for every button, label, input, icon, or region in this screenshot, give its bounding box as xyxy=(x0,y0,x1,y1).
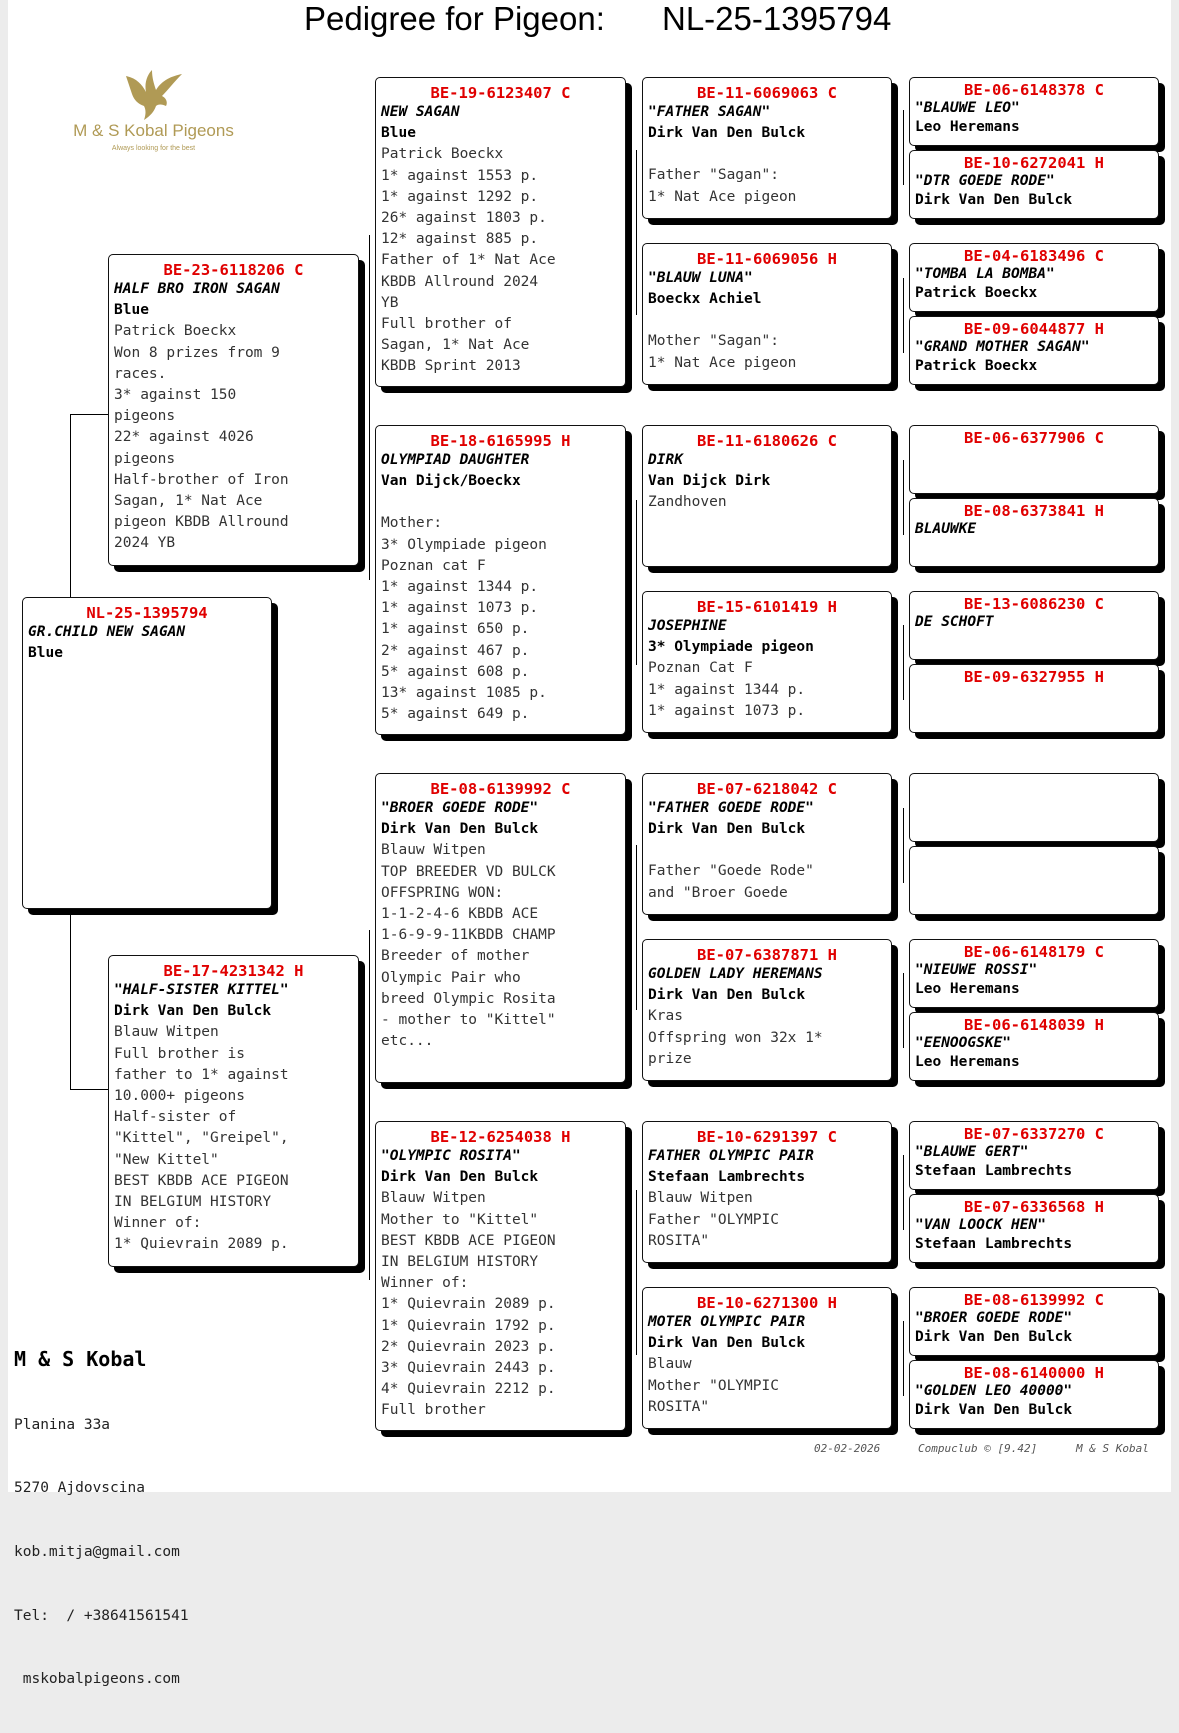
note-line: Father "Sagan": xyxy=(648,167,779,184)
note-line: 2* against 467 p. xyxy=(381,642,530,659)
connector-gp-bottom xyxy=(369,930,370,1280)
website-link[interactable]: mskobalpigeons.com xyxy=(14,1671,180,1688)
logo-name: M & S Kobal Pigeons xyxy=(73,121,234,140)
ring-number: BE-04-6183496 C xyxy=(964,247,1104,265)
ring-number: BE-06-6148179 C xyxy=(964,943,1104,961)
note-line: 12* against 885 p. xyxy=(381,231,539,248)
note-line: 10.000+ pigeons xyxy=(114,1088,245,1105)
pigeon-owner: Leo Heremans xyxy=(915,981,1020,997)
note-line: 1* against 1073 p. xyxy=(648,702,806,719)
g4-card-9[interactable] xyxy=(909,773,1159,842)
note-line: Kras xyxy=(648,1008,683,1025)
pigeon-owner: Dirk Van Den Bulck xyxy=(648,821,806,838)
note-line: Blauw Witpen xyxy=(648,1190,753,1207)
note-line: "Kittel", "Greipel", xyxy=(114,1130,289,1147)
note-line: 1* against 1344 p. xyxy=(648,681,806,698)
note-line: Half-brother of Iron xyxy=(114,471,289,488)
g4-card-2[interactable] xyxy=(909,150,1159,219)
note-line: Mother: xyxy=(381,515,443,532)
footer-software: Compuclub © [9.42] xyxy=(918,1442,1038,1455)
note-line: 2024 YB xyxy=(114,535,176,552)
pigeon-color: Blue xyxy=(28,645,63,662)
note-line: OFFSPRING WON: xyxy=(381,884,504,901)
ring-number: NL-25-1395794 xyxy=(86,604,208,622)
note-line: 1* against 1344 p. xyxy=(381,579,539,596)
note-line: 3* against 150 xyxy=(114,387,237,404)
connector-ggp-2 xyxy=(636,500,637,665)
connector-g4-5 xyxy=(903,808,904,883)
great-grandparent-card-8[interactable] xyxy=(642,1287,892,1429)
pedigree-page xyxy=(8,0,1171,1688)
note-line: Mother to "Kittel" xyxy=(381,1211,539,1228)
pigeon-name: "VAN LOOCK HEN" xyxy=(915,1217,1046,1233)
g4-card-1[interactable] xyxy=(909,77,1159,146)
pigeon-name: BLAUWKE xyxy=(915,521,977,537)
note-line: 3* Quievrain 2443 p. xyxy=(381,1360,556,1377)
connector-ggp-3 xyxy=(636,845,637,1010)
ring-number: BE-08-6139992 C xyxy=(964,1291,1104,1309)
phone-line: Tel: / +38641561541 xyxy=(14,1607,189,1624)
note-line: 1* Nat Ace pigeon xyxy=(648,354,797,371)
note-line: 26* against 1803 p. xyxy=(381,210,547,227)
note-line: Winner of: xyxy=(381,1275,469,1292)
pigeon-name: GR.CHILD NEW SAGAN xyxy=(28,624,186,640)
grandparent-card-1[interactable] xyxy=(375,77,626,387)
note-line: Patrick Boeckx xyxy=(381,146,504,163)
pigeon-owner: Van Dijck Dirk xyxy=(648,473,771,490)
note-line: IN BELGIUM HISTORY xyxy=(114,1194,272,1211)
connector-g4-4 xyxy=(903,625,904,700)
note-line: ROSITA" xyxy=(648,1398,710,1415)
pigeon-name: HALF BRO IRON SAGAN xyxy=(114,281,280,297)
g4-card-5[interactable] xyxy=(909,425,1159,494)
ring-number: BE-18-6165995 H xyxy=(430,432,571,450)
note-line: prize xyxy=(648,1050,692,1067)
breeder-name: M & S Kobal xyxy=(14,1347,147,1372)
note-line: Full brother is xyxy=(114,1045,245,1062)
pigeon-name: "FATHER GOEDE RODE" xyxy=(648,800,814,816)
great-grandparent-card-4[interactable] xyxy=(642,591,892,733)
note-line: 1* Nat Ace pigeon xyxy=(648,188,797,205)
ring-number: BE-06-6148039 H xyxy=(964,1016,1104,1034)
note-line: 1* against 650 p. xyxy=(381,621,530,638)
pigeon-owner: Stefaan Lambrechts xyxy=(915,1236,1073,1252)
g4-card-3[interactable] xyxy=(909,243,1159,312)
pigeon-name: "EENOOGSKE" xyxy=(915,1035,1012,1051)
pigeon-name: DIRK xyxy=(648,452,683,468)
address-line: Planina 33a xyxy=(14,1416,111,1433)
note-line: breed Olympic Rosita xyxy=(381,990,556,1007)
note-line: 1* against 1553 p. xyxy=(381,167,539,184)
g4-card-4[interactable] xyxy=(909,316,1159,385)
grandparent-card-3[interactable] xyxy=(375,773,626,1083)
page-title xyxy=(0,0,1179,40)
ring-number: BE-10-6272041 H xyxy=(964,154,1104,172)
pigeon-name: "TOMBA LA BOMBA" xyxy=(915,266,1055,282)
great-grandparent-card-6[interactable] xyxy=(642,939,892,1081)
dam-card[interactable] xyxy=(108,955,359,1267)
pigeon-name: JOSEPHINE xyxy=(648,618,727,634)
note-line: 1-1-2-4-6 KBDB ACE xyxy=(381,906,539,923)
note-line: 1* against 1073 p. xyxy=(381,600,539,617)
g4-card-12[interactable] xyxy=(909,1012,1159,1081)
ring-number: BE-08-6373841 H xyxy=(964,502,1104,520)
note-line: 3* Olympiade pigeon xyxy=(381,536,547,553)
pigeon-name: GOLDEN LADY HEREMANS xyxy=(648,966,823,982)
breeder-address xyxy=(14,1304,189,1733)
pigeon-owner: Patrick Boeckx xyxy=(915,358,1038,374)
pigeon-color: Blue xyxy=(114,302,149,319)
ring-number: BE-12-6254038 H xyxy=(430,1128,571,1146)
note-line: 13* against 1085 p. xyxy=(381,685,547,702)
note-line: 4* Quievrain 2212 p. xyxy=(381,1381,556,1398)
note-line: Sagan, 1* Nat Ace xyxy=(381,337,530,354)
connector-g4-8 xyxy=(903,1321,904,1396)
note-line: 22* against 4026 xyxy=(114,429,254,446)
g4-card-14[interactable] xyxy=(909,1194,1159,1263)
note-line: pigeons xyxy=(114,450,176,467)
connector-g4-6 xyxy=(903,973,904,1048)
pigeon-owner: Dirk Van Den Bulck xyxy=(648,987,806,1004)
g4-card-11[interactable] xyxy=(909,939,1159,1008)
ring-number: BE-11-6069063 C xyxy=(697,84,837,102)
g4-card-10[interactable] xyxy=(909,846,1159,915)
note-line: Father "Goede Rode" xyxy=(648,863,814,880)
ring-number: BE-10-6291397 C xyxy=(697,1128,837,1146)
g4-card-15[interactable] xyxy=(909,1287,1159,1356)
pigeon-name: DE SCHOFT xyxy=(915,614,994,630)
note-line: 1* Quievrain 2089 p. xyxy=(114,1236,289,1253)
ring-number: BE-06-6148378 C xyxy=(964,81,1104,99)
pigeon-name: "BLAUWE GERT" xyxy=(915,1144,1029,1160)
ring-number: BE-19-6123407 C xyxy=(430,84,571,102)
note-line: Mother "Sagan": xyxy=(648,333,779,350)
note-line: KBDB Allround 2024 xyxy=(381,273,539,290)
note-line: father to 1* against xyxy=(114,1066,289,1083)
note-line: Half-sister of xyxy=(114,1109,237,1126)
note-line: Winner of: xyxy=(114,1215,202,1232)
pigeon-name: "BLAUW LUNA" xyxy=(648,270,753,286)
great-grandparent-card-3[interactable] xyxy=(642,425,892,567)
g4-card-7[interactable] xyxy=(909,591,1159,660)
connector-g4-7 xyxy=(903,1155,904,1230)
ring-number: BE-11-6069056 H xyxy=(697,250,837,268)
note-line: pigeon KBDB Allround xyxy=(114,514,289,531)
note-line: Patrick Boeckx xyxy=(114,323,237,340)
pigeon-name: "BROER GOEDE RODE" xyxy=(381,800,539,816)
pigeon-owner: Van Dijck/Boeckx xyxy=(381,473,521,490)
ring-number: BE-13-6086230 C xyxy=(964,595,1104,613)
connector-g4-3 xyxy=(903,460,904,535)
note-line: Mother "OLYMPIC xyxy=(648,1377,779,1394)
grandparent-card-4[interactable] xyxy=(375,1121,626,1431)
note-line: Zandhoven xyxy=(648,494,727,511)
pigeon-owner: Leo Heremans xyxy=(915,119,1020,135)
pigeon-owner: Stefaan Lambrechts xyxy=(915,1163,1073,1179)
pigeon-owner: Boeckx Achiel xyxy=(648,291,762,308)
pigeon-owner: 3* Olympiade pigeon xyxy=(648,639,814,656)
note-line: BEST KBDB ACE PIGEON xyxy=(381,1232,556,1249)
pigeon-owner: Leo Heremans xyxy=(915,1054,1020,1070)
note-line: YB xyxy=(381,294,399,311)
footer-owner: M & S Kobal xyxy=(1076,1442,1149,1455)
g4-card-16[interactable] xyxy=(909,1360,1159,1429)
pigeon-name: "BLAUWE LEO" xyxy=(915,100,1020,116)
connector-ggp-4 xyxy=(636,1190,637,1355)
ring-number: BE-15-6101419 H xyxy=(697,598,837,616)
kobal-logo xyxy=(66,70,241,160)
email-link[interactable]: kob.mitja@gmail.com xyxy=(14,1544,180,1561)
note-line: 1-6-9-9-11KBDB CHAMP xyxy=(381,927,556,944)
pigeon-name: MOTER OLYMPIC PAIR xyxy=(648,1314,806,1330)
ring-number: BE-08-6139992 C xyxy=(430,780,571,798)
note-line: ROSITA" xyxy=(648,1232,710,1249)
pigeon-name: "GRAND MOTHER SAGAN" xyxy=(915,339,1090,355)
pigeon-name: NEW SAGAN xyxy=(381,104,460,120)
connector-ggp-1 xyxy=(636,150,637,315)
address-line: 5270 Ajdovscina xyxy=(14,1480,145,1497)
pigeon-owner: Dirk Van Den Bulck xyxy=(648,125,806,142)
note-line: Sagan, 1* Nat Ace xyxy=(114,493,263,510)
note-line: Won 8 prizes from 9 xyxy=(114,344,280,361)
pigeon-name: "FATHER SAGAN" xyxy=(648,104,771,120)
connector-g4-1 xyxy=(903,110,904,185)
note-line: Blauw xyxy=(648,1356,692,1373)
note-line: 5* against 649 p. xyxy=(381,706,530,723)
pigeon-owner: Patrick Boeckx xyxy=(915,285,1038,301)
note-line: 2* Quievrain 2023 p. xyxy=(381,1338,556,1355)
note-line: - mother to "Kittel" xyxy=(381,1012,556,1029)
note-line: Poznan cat F xyxy=(381,557,486,574)
sire-card[interactable] xyxy=(108,254,359,566)
ring-number: BE-06-6377906 C xyxy=(964,429,1104,447)
connector-dam-h xyxy=(70,1089,110,1090)
note-line: Father of 1* Nat Ace xyxy=(381,252,556,269)
note-line: Blauw Witpen xyxy=(114,1024,219,1041)
note-line: 1* against 1292 p. xyxy=(381,188,539,205)
note-line: 1* Quievrain 1792 p. xyxy=(381,1317,556,1334)
note-line: 1* Quievrain 2089 p. xyxy=(381,1296,556,1313)
connector-g4-2 xyxy=(903,278,904,353)
pigeon-owner: Dirk Van Den Bulck xyxy=(915,1329,1073,1345)
note-line: BEST KBDB ACE PIGEON xyxy=(114,1172,289,1189)
pigeon-owner: Dirk Van Den Bulck xyxy=(915,192,1073,208)
subject-card[interactable] xyxy=(22,597,272,909)
ring-number: BE-23-6118206 C xyxy=(163,261,304,279)
note-line: Father "OLYMPIC xyxy=(648,1211,779,1228)
connector-dam xyxy=(70,912,71,1090)
connector-sire-h xyxy=(70,414,110,415)
note-line: Blauw Witpen xyxy=(381,1190,486,1207)
connector-sire xyxy=(70,414,71,598)
pigeon-name: "NIEUWE ROSSI" xyxy=(915,962,1038,978)
note-line: Full brother of xyxy=(381,316,512,333)
g4-card-8[interactable] xyxy=(909,664,1159,733)
great-grandparent-card-5[interactable] xyxy=(642,773,892,915)
pigeon-name: "BROER GOEDE RODE" xyxy=(915,1310,1073,1326)
note-line: 5* against 608 p. xyxy=(381,663,530,680)
pigeon-owner: Dirk Van Den Bulck xyxy=(381,821,539,838)
great-grandparent-card-1[interactable] xyxy=(642,77,892,219)
pigeon-name: OLYMPIAD DAUGHTER xyxy=(381,452,530,468)
note-line: Breeder of mother xyxy=(381,948,530,965)
pigeon-name: "DTR GOEDE RODE" xyxy=(915,173,1055,189)
ring-number: BE-09-6327955 H xyxy=(964,668,1104,686)
title-ring: NL-25-1395794 xyxy=(662,0,892,37)
note-line: KBDB Sprint 2013 xyxy=(381,358,521,375)
footer-date: 02-02-2026 xyxy=(814,1442,881,1455)
dove-icon xyxy=(118,70,184,122)
ring-number: BE-10-6271300 H xyxy=(697,1294,837,1312)
g4-card-13[interactable] xyxy=(909,1121,1159,1190)
grandparent-card-2[interactable] xyxy=(375,425,626,735)
pigeon-name: "HALF-SISTER KITTEL" xyxy=(114,982,289,998)
pigeon-name: "OLYMPIC ROSITA" xyxy=(381,1148,521,1164)
ring-number: BE-09-6044877 H xyxy=(964,320,1104,338)
pigeon-owner: Dirk Van Den Bulck xyxy=(915,1402,1073,1418)
note-line: Offspring won 32x 1* xyxy=(648,1029,823,1046)
note-line: IN BELGIUM HISTORY xyxy=(381,1254,539,1271)
note-line: "New Kittel" xyxy=(114,1151,219,1168)
ring-number: BE-08-6140000 H xyxy=(964,1364,1104,1382)
note-line: etc... xyxy=(381,1033,434,1050)
note-line: Olympic Pair who xyxy=(381,969,521,986)
title-label: Pedigree for Pigeon: xyxy=(304,0,605,37)
note-line: Blauw Witpen xyxy=(381,842,486,859)
ring-number: BE-11-6180626 C xyxy=(697,432,837,450)
great-grandparent-card-2[interactable] xyxy=(642,243,892,385)
pigeon-name: FATHER OLYMPIC PAIR xyxy=(648,1148,814,1164)
note-line: and "Broer Goede xyxy=(648,884,788,901)
g4-card-6[interactable] xyxy=(909,498,1159,567)
pigeon-name: "GOLDEN LEO 40000" xyxy=(915,1383,1073,1399)
note-line: Poznan Cat F xyxy=(648,660,753,677)
ring-number: BE-07-6218042 C xyxy=(697,780,837,798)
pigeon-owner: Dirk Van Den Bulck xyxy=(114,1003,272,1020)
logo-tagline: Always looking for the best xyxy=(111,145,196,152)
note-line: races. xyxy=(114,365,167,382)
pigeon-owner: Dirk Van Den Bulck xyxy=(381,1169,539,1186)
note-line: TOP BREEDER VD BULCK xyxy=(381,863,556,880)
pigeon-color: Blue xyxy=(381,125,416,142)
pigeon-owner: Dirk Van Den Bulck xyxy=(648,1335,806,1352)
note-line: Full brother xyxy=(381,1402,486,1419)
note-line: pigeons xyxy=(114,408,176,425)
ring-number: BE-07-6337270 C xyxy=(964,1125,1104,1143)
pigeon-owner: Stefaan Lambrechts xyxy=(648,1169,806,1186)
ring-number: BE-17-4231342 H xyxy=(163,962,304,980)
connector-gp-top xyxy=(369,235,370,580)
ring-number: BE-07-6336568 H xyxy=(964,1198,1104,1216)
great-grandparent-card-7[interactable] xyxy=(642,1121,892,1263)
ring-number: BE-07-6387871 H xyxy=(697,946,837,964)
